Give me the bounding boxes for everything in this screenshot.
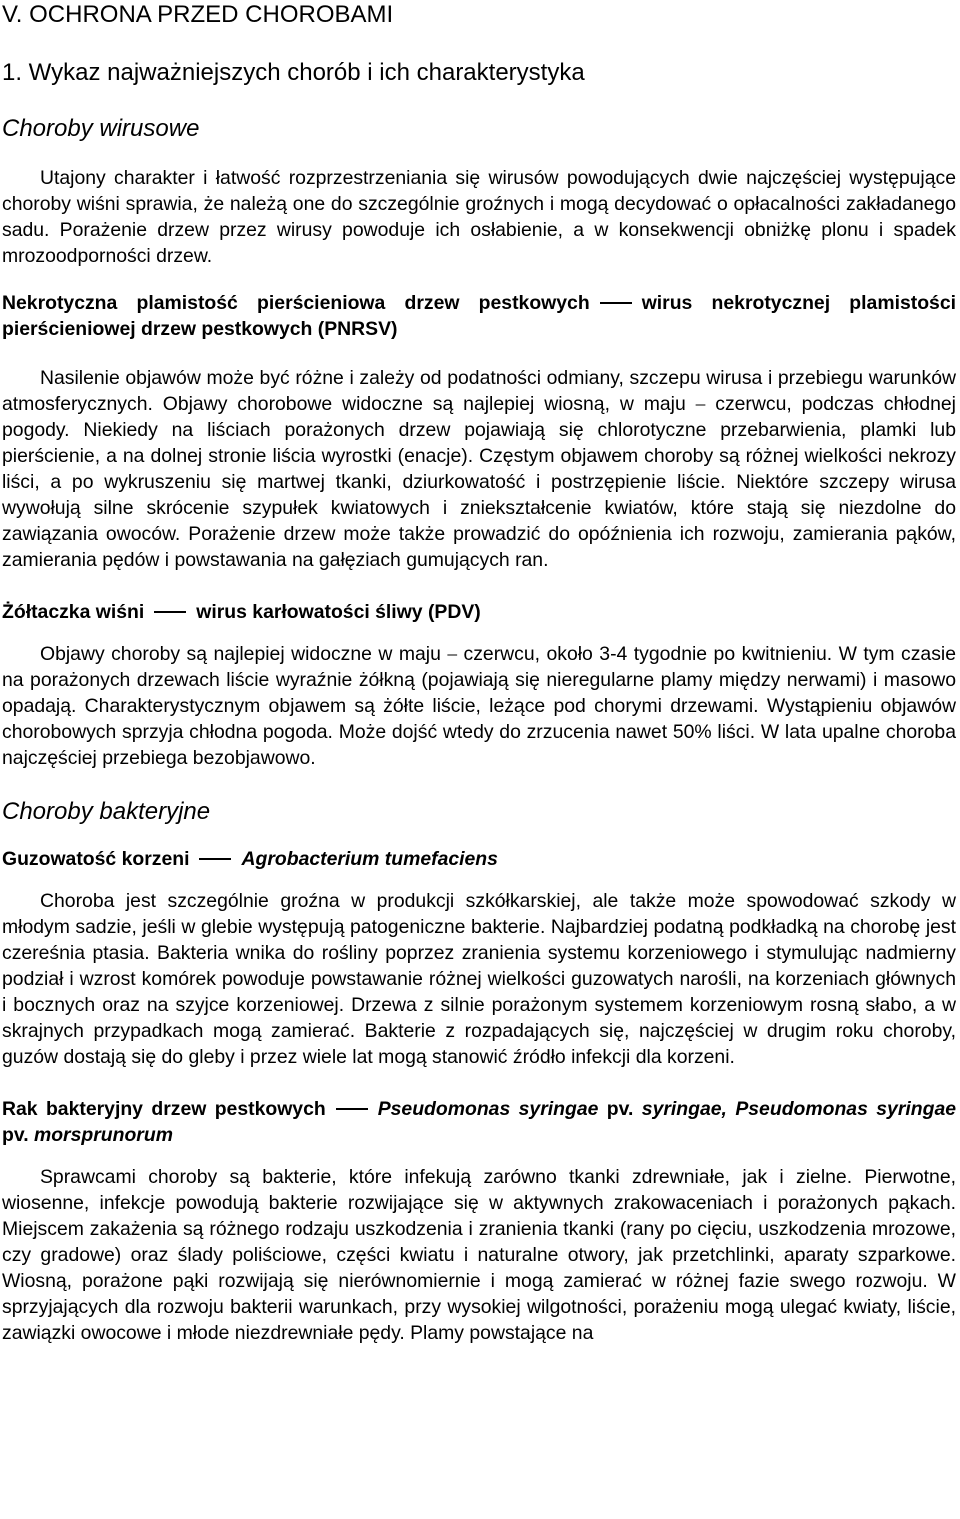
- pnrsv-paragraph: Nasilenie objawów może być różne i zależy od podatności odmiany, szczepu wirusa i przebiegu warunków atmosferycznych. Objawy chorobowe widoczne są najlepiej wiosną, w maju ⎯ czerwcu, podczas chłodnej pogody. Niekiedy na liściach porażonych drzew pojawiają się chlorotyczne przebarwienia, plamki lub pierścienie, a na dolnej stronie liścia wyrostki (enacje). Częstym objawem choroby są różnej wielkości nekrozy liści, a po wykruszeniu się martwej tkanki, dziurkowatość i postrzępienie liście. Niektóre szczepy wirusa wywołują silne skrócenie szypułek kwiatowych i zniekształcenie kwiatów, które stają się niezdolne do zawiązania owoców. Porażenie drzew może także prowadzić do opóźnienia ich rozwoju, zamierania pąków, zamierania pędów i powstawania na gałęziach gumujących ran.: [2, 367, 956, 571]
- canker-pv-1: pv.: [606, 1098, 634, 1120]
- pnrsv-subheading: [2, 290, 956, 342]
- canker-pathovar-2: morsprunorum: [33, 1124, 173, 1146]
- pdv-pathogen: wirus karłowatości śliwy (PDV): [196, 601, 481, 623]
- pnrsv-pathogen: wirus nekrotycznej plamistości pierścieniowej drzew pestkowych (PNRSV): [2, 292, 956, 340]
- page-title: V. OCHRONA PRZED CHOROBAMI: [2, 1, 394, 28]
- canker-subheading: [2, 1096, 956, 1148]
- pdv-name: Żółtaczka wiśni: [2, 601, 145, 623]
- dash-icon: [199, 858, 231, 860]
- section-heading-1: 1. Wykaz najważniejszych chorób i ich charakterystyka: [2, 59, 585, 86]
- pdv-subheading: [2, 599, 956, 625]
- pnrsv-name: Nekrotyczna plamistość pierścieniowa drzew pestkowych: [2, 292, 590, 314]
- canker-pathovar-1: syringae,: [641, 1098, 727, 1120]
- canker-pv-2: pv.: [2, 1124, 29, 1146]
- gall-name: Guzowatość korzeni: [2, 848, 190, 870]
- pdv-paragraph: Objawy choroby są najlepiej widoczne w maju ⎯ czerwcu, około 3-4 tygodnie po kwitnieniu. W tym czasie na porażonych drzewach liście wyraźnie żółkną (pojawiają się nieregularne plamy między nerwami) i masowo opadają. Charakterystycznym objawem są żółte liście, leżące pod chorymi drzewami. Wystąpieniu objawów chorobowych sprzyja chłodna pogoda. Może dojść wtedy do zrzucenia nawet 50% liści. W lata upalne choroba najczęściej przebiega bezobjawowo.: [2, 643, 956, 769]
- gall-subheading: [2, 846, 956, 872]
- gall-paragraph: Choroba jest szczególnie groźna w produkcji szkółkarskiej, ale także może spowodować szkody w młodym sadzie, jeśli w glebie występują patogeniczne bakterie. Najbardziej podatną podkładką na chorobę jest czereśnia ptasia. Bakteria wnika do rośliny poprzez zranienia systemu korzeniowego i stymulując nadmierny podział i wzrost komórek powoduje powstawanie różnej wielkości guzowatych narośli, na korzeniach głównych i bocznych oraz na szyjce korzeniowej. Drzewa z silnie porażonym systemem korzeniowym rosną słabo, a w skrajnych przypadkach mogą zamierać. Bakterie z rozpadających się, najczęściej w drugim roku choroby, guzów dostają się do gleby i przez wiele lat mogą stanowić źródło infekcji dla korzeni.: [2, 890, 956, 1068]
- dash-icon: [336, 1108, 368, 1110]
- canker-name: Rak bakteryjny drzew pestkowych: [2, 1098, 326, 1120]
- dash-icon: [600, 302, 632, 304]
- canker-pathogen-2: Pseudomonas syringae: [735, 1098, 957, 1120]
- gall-pathogen: Agrobacterium tumefaciens: [241, 848, 498, 870]
- bacterial-diseases-heading: Choroby bakteryjne: [2, 798, 211, 825]
- canker-pathogen-1: Pseudomonas syringae: [377, 1098, 599, 1120]
- viral-diseases-heading: Choroby wirusowe: [2, 115, 200, 142]
- canker-paragraph: Sprawcami choroby są bakterie, które infekują zarówno tkanki zdrewniałe, jak i zielne. Pierwotne, wiosenne, infekcje powodują bakterie rozwijające się w aktywnych zrakowaceniach i porażonych pąkach. Miejscem zakażenia są różnego rodzaju uszkodzenia i zranienia tkanki (rany po cięciu, uszkodzenia mrozowe, czy gradowe) oraz ślady poliściowe, części kwiatu i naturalne otwory, jak przetchlinki, aparaty szparkowe. Wiosną, porażone pąki rozwijają się nierównomiernie i mogą zamierać w różnej fazie swego rozwoju. W sprzyjających dla rozwoju bakterii warunkach, przy wysokiej wilgotności, porażeniu mogą ulegać kwiaty, liście, zawiązki owocowe i młode niezdrewniałe pędy. Plamy powstające na: [2, 1166, 956, 1344]
- viral-intro-paragraph: Utajony charakter i łatwość rozprzestrzeniania się wirusów powodujących dwie najczęściej występujące choroby wiśni sprawia, że należą one do szczególnie groźnych i mogą decydować o opłacalności zakładanego sadu. Porażenie drzew przez wirusy powoduje ich osłabienie, a w konsekwencji obniżkę plonu i spadek mrozoodporności drzew.: [2, 167, 956, 267]
- dash-icon: [154, 611, 186, 613]
- document-page: [2, 0, 956, 1346]
